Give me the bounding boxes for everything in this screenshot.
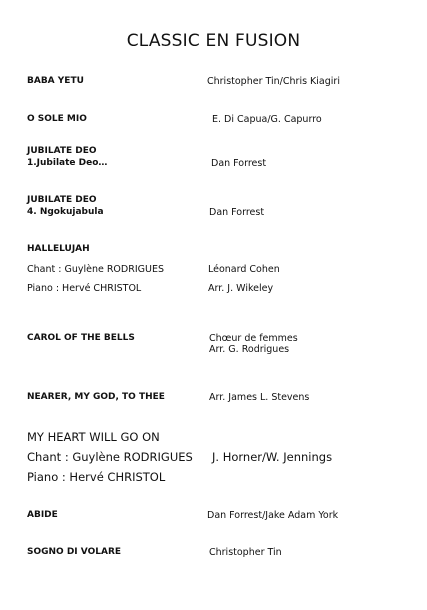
arranger: Arr. James L. Stevens <box>209 392 310 403</box>
piece-title: NEARER, MY GOD, TO THEE <box>27 392 165 402</box>
piece-title: ABIDE <box>27 510 58 520</box>
composer: Christopher Tin <box>209 547 282 558</box>
composer: Dan Forrest/Jake Adam York <box>207 510 339 521</box>
movement-subtitle: 1.Jubilate Deo… <box>27 158 108 168</box>
composer: E. Di Capua/G. Capurro <box>212 114 322 125</box>
movement-subtitle: 4. Ngokujabula <box>27 207 104 217</box>
arranger: Arr. G. Rodrigues <box>209 344 290 355</box>
piece-title: BABA YETU <box>27 76 84 86</box>
page-title: CLASSIC EN FUSION <box>126 31 301 51</box>
composer: Christopher Tin/Chris Kiagiri <box>207 76 340 87</box>
piece-title: HALLELUJAH <box>27 244 90 254</box>
composer: Dan Forrest <box>209 207 265 218</box>
piece-title: MY HEART WILL GO ON <box>27 430 160 444</box>
composer: Chœur de femmes <box>209 333 298 344</box>
piece-title: CAROL OF THE BELLS <box>27 333 135 343</box>
piece-title: JUBILATE DEO <box>27 195 97 205</box>
piece-title: O SOLE MIO <box>27 114 87 124</box>
performer-line: Piano : Hervé CHRISTOL <box>27 470 166 484</box>
performer-line: Chant : Guylène RODRIGUES <box>27 450 193 464</box>
arranger: Arr. J. Wikeley <box>208 283 274 294</box>
composer: J. Horner/W. Jennings <box>212 450 333 464</box>
piece-title: JUBILATE DEO <box>27 146 97 156</box>
performer-line: Chant : Guylène RODRIGUES <box>27 264 164 275</box>
composer: Dan Forrest <box>211 158 267 169</box>
piece-title: SOGNO DI VOLARE <box>27 547 122 557</box>
performer-line: Piano : Hervé CHRISTOL <box>27 283 142 294</box>
composer: Léonard Cohen <box>208 264 280 275</box>
